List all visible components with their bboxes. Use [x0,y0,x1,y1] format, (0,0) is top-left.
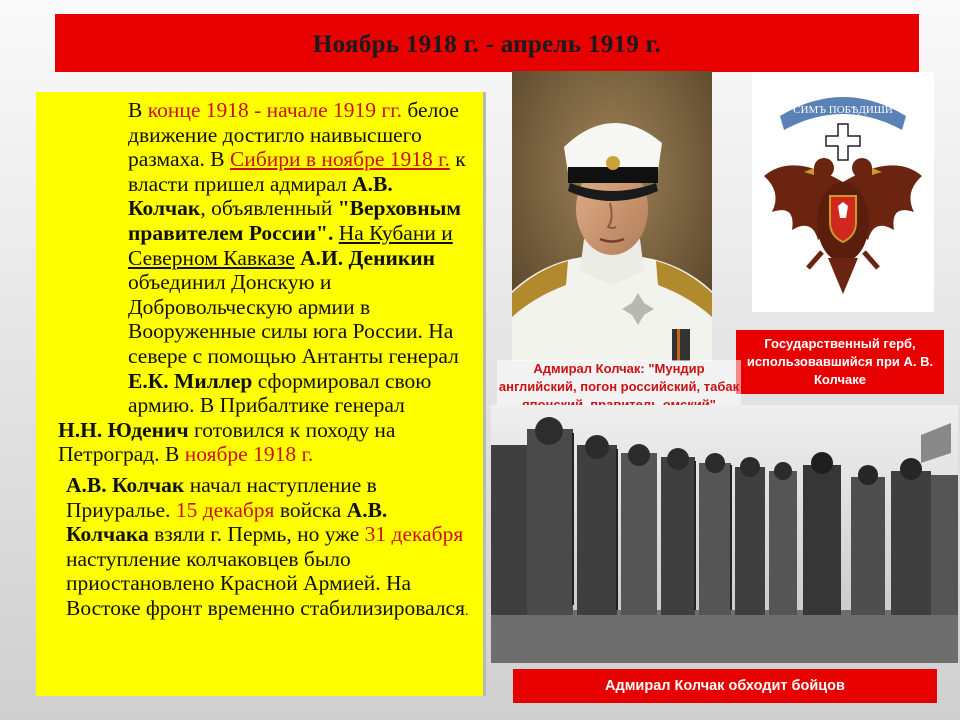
title-bar [55,14,919,72]
paragraph-3 [58,473,475,625]
ribbon-text: СИМЪ ПОБѢДИШИ [793,104,893,116]
name-denikin: А.И. Деникин [300,245,436,270]
date-highlight: ноябре 1918 г. [184,442,314,467]
text-span: объединил Донскую и Добровольческую армии в Вооруженные силы юга России. На севере с помощью Антанты генерал [128,270,459,368]
date-highlight: конце 1918 - начале 1919 гг. [147,98,403,122]
portrait-caption: Адмирал Колчак: "Мундир английский, погон российский, табак [497,360,741,414]
troops-caption: Адмирал Колчак обходит бойцов [513,669,937,703]
text-span: сформировал свою армию. В Прибалтике генерал [128,368,432,418]
link-kuban[interactable]: На Кубани и Северном Кавказе [128,220,453,270]
slide-title: Ноябрь 1918 г. - апрель 1919 г. [312,31,662,58]
coat-of-arms-image [752,72,934,312]
text-span: белое движение достигло наивысшего размаха. В [128,98,459,172]
name-miller: Е.К. Миллер [128,368,253,393]
text-span: взяли г. Пермь, но уже [148,522,365,547]
double-headed-eagle-icon [752,72,934,312]
emblem-caption: Государственный герб, использовавшийся при А. В. Колчаке [736,330,944,394]
name-yudenich: Н.Н. Юденич [58,417,189,442]
name-kolchak: А.В. Колчак [66,472,185,497]
name-kolchak: А.В. Колчака [66,497,388,547]
text-span: , объявленный [200,196,338,221]
text-span: войска [274,497,347,522]
name-kolchak: А.В. Колчак [128,171,393,221]
paragraph-1 [58,98,475,418]
troops-photo [491,405,958,663]
text-span: готовился к походу на Петроград. В [58,417,396,467]
text-span: к власти пришел адмирал [128,147,466,196]
troops-illustration [491,405,958,663]
date-highlight: 15 декабря [175,497,275,522]
text-span: . [464,603,469,619]
link-siberia[interactable]: Сибири в ноябре 1918 г. [229,147,450,172]
text-span: В [128,98,148,122]
main-text-box [36,92,486,696]
text-span: начал наступление в Приуралье. [66,472,377,522]
portrait-photo [512,71,712,361]
text-span: наступление колчаковцев было приостановлено Красной Армией. На Востоке фронт временно стабилизировался [66,546,465,620]
date-highlight: 31 декабря [364,522,464,547]
portrait-illustration [512,71,712,361]
paragraph-2 [58,418,475,467]
title-supreme-ruler: "Верховным правителем России". [128,196,462,245]
